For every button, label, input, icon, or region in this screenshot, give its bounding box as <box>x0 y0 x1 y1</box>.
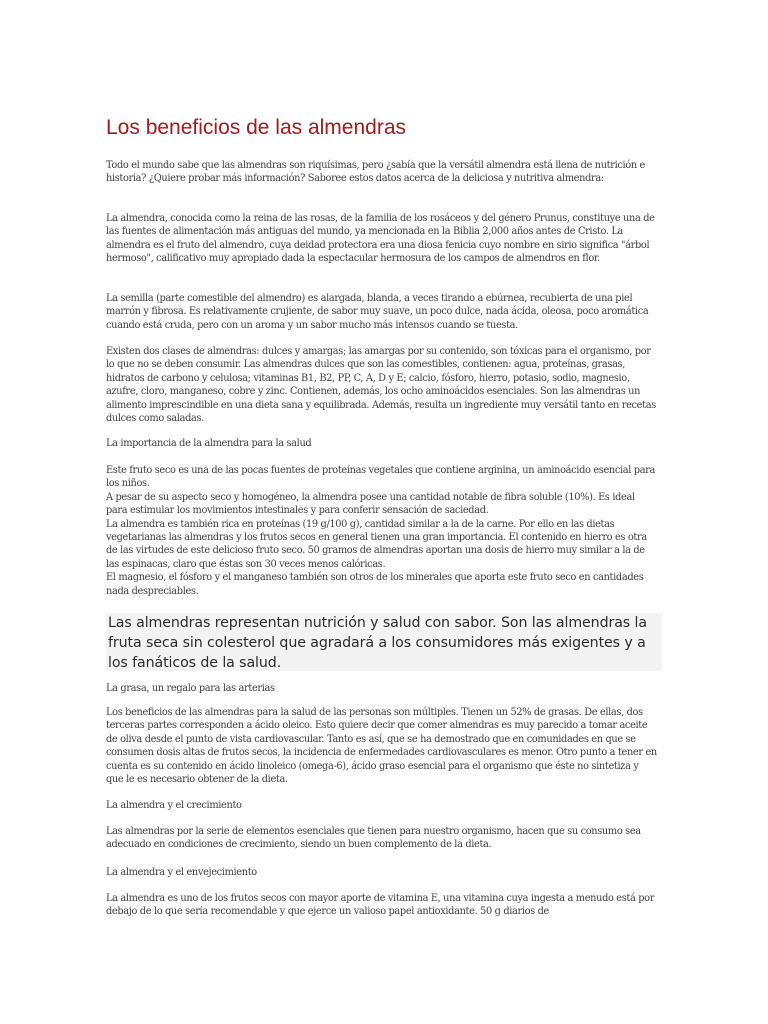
paragraph-crecimiento: Las almendras por la serie de elementos esenciales que tienen para nuestro organismo, hacen que su consumo sea adecuado en condiciones de crecimiento, siendo un buen complemento de la dieta. <box>106 826 641 851</box>
heading-salud: La importancia de la almendra para la salud <box>106 438 312 449</box>
paragraph-proteinas: La almendra es también rica en proteínas (19 g/100 g), cantidad similar a la de la carne. Por ello en las dietas vegetarianas las almendras y los frutos secos en general tienen una gran importancia. El contenido en hierro es otra de las virtudes de este delicioso fruto seco. 50 gramos de almendras aportan una dosis de hierro muy similar a la de las espinacas, claro que éstas son 30 veces menos calóricas. <box>106 518 647 570</box>
section-salud <box>106 464 658 598</box>
pull-quote: Las almendras representan nutrición y salud con sabor. Son las almendras la fruta seca sin colesterol que agradará a los consumidores más exigentes y a los fanáticos de la salud. <box>106 613 662 671</box>
paragraph-minerales: El magnesio, el fósforo y el manganeso también son otros de los minerales que aporta este fruto seco en cantidades nada despreciables. <box>106 572 644 597</box>
page-title: Los beneficios de las almendras <box>106 116 407 139</box>
paragraph-fibra: A pesar de su aspecto seco y homogéneo, la almendra posee una cantidad notable de fibra soluble (10%). Es ideal para estimular los movimientos intestinales y para conferir sensación de saciedad. <box>106 491 635 517</box>
paragraph-arginina: Este fruto seco es una de las pocas fuentes de proteínas vegetales que contiene arginina, un aminoácido esencial para los niños. <box>106 465 656 490</box>
intro-paragraph: Todo el mundo sabe que las almendras son riquísimas, pero ¿sabía que la versátil almendra está llena de nutrición e historia? ¿Quiere probar más información? Saboree estos datos acerca de la deliciosa y nutritiva almendra: <box>106 160 645 185</box>
heading-crecimiento: La almendra y el crecimiento <box>106 800 242 811</box>
heading-grasa: La grasa, un regalo para las arterias <box>106 683 275 694</box>
paragraph-clases: Existen dos clases de almendras: dulces y amargas; las amargas por su contenido, son tóxicas para el organismo, por lo que no se deben consumir. Las almendras dulces que son las comestibles, contienen: agua, proteínas, grasas, hidratos de carbono y celulosa; vitaminas B1, B2, PP, C, A, D y E; calcio, fósforo, hierro, potasio, sodio, magnesio, azufre, cloro, manganeso, cobre y zinc. Contienen, además, los ocho aminoácidos esenciales. Son las almendras un alimento imprescindible en una dieta sana y equilibrada. Además, resulta un ingrediente muy versátil tanto en recetas dulces como saladas. <box>106 346 656 425</box>
paragraph-grasa: Los beneficios de las almendras para la salud de las personas son múltiples. Tienen un 52% de grasas. De ellas, dos terceras partes corresponden a ácido oleico. Esto quiere decir que comer almendras es muy parecido a tomar aceite de oliva desde el punto de vista cardiovascular. Tanto es así, que se ha demostrado que en comunidades en que se consumen dosis altas de frutos secos, la incidencia de enfermedades cardiovasculares es menor. Otro punto a tener en cuenta es su contenido en ácido linoleico (omega-6), ácido graso esencial para el organismo que éste no sintetiza y que le es necesario obtener de la dieta. <box>106 707 657 786</box>
heading-envejecimiento: La almendra y el envejecimiento <box>106 867 257 878</box>
paragraph-semilla: La semilla (parte comestible del almendro) es alargada, blanda, a veces tirando a ebúrnea, recubierta de una piel marrón y fibrosa. Es relativamente crujiente, de sabor muy suave, un poco dulce, nada ácida, oleosa, poco aromática cuando está cruda, pero con un aroma y un sabor mucho más intensos cuando se tuesta. <box>106 293 649 331</box>
paragraph-origen: La almendra, conocida como la reina de las rosas, de la familia de los rosáceos y del género Prunus, constituye una de las fuentes de alimentación más antiguas del mundo, ya mencionada en la Biblia 2,000 años antes de Cristo. La almendra es el fruto del almendro, cuya deidad protectora era una diosa fenicia cuyo nombre en sirio significa "árbol hermoso", calificativo muy apropiado dada la espectacular hermosura de los campos de almendros en flor. <box>106 213 655 265</box>
paragraph-envejecimiento: La almendra es uno de los frutos secos con mayor aporte de vitamina E, una vitamina cuya ingesta a menudo está por debajo de lo que sería recomendable y que ejerce un valioso papel antioxidante. 50 g diarios de <box>106 893 655 918</box>
